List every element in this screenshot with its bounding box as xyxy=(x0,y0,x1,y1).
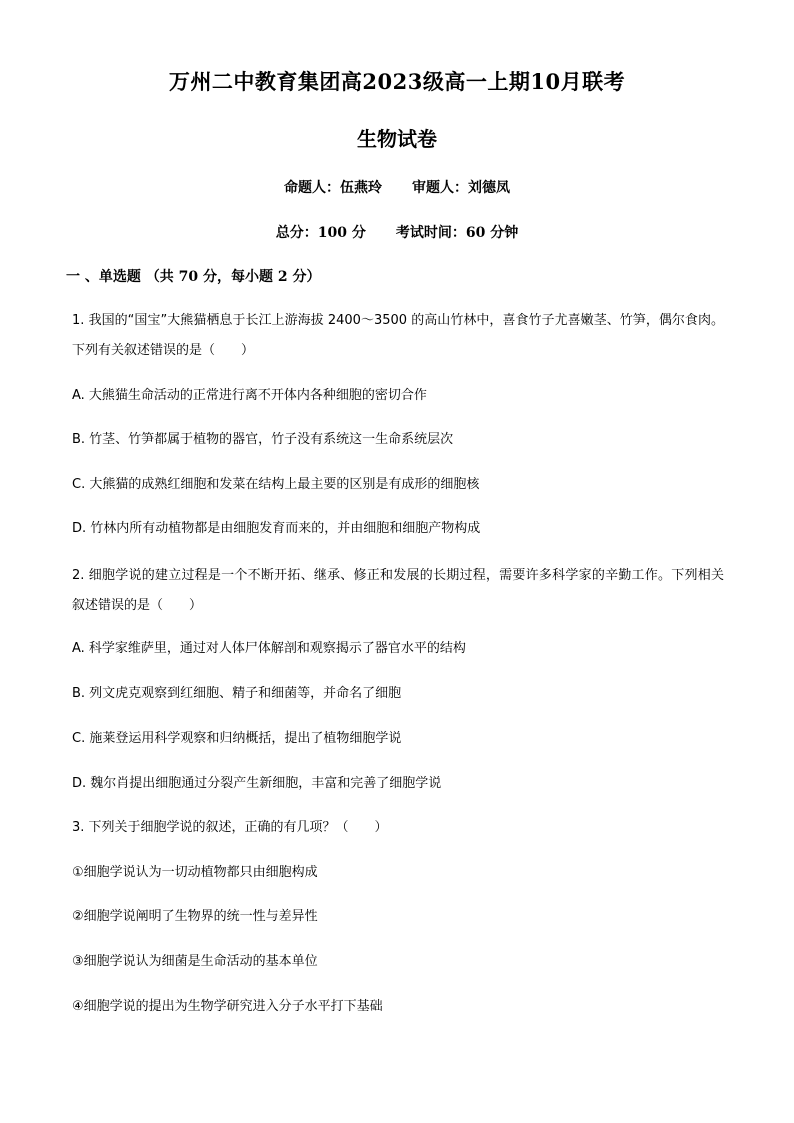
setter-label: 命题人：伍燕玲 xyxy=(284,180,382,196)
authors-line xyxy=(0,177,794,197)
question-3-statement-3: ③细胞学说认为细菌是生命活动的基本单位 xyxy=(72,954,318,969)
question-2-option-a: A. 科学家维萨里，通过对人体尸体解剖和观察揭示了器官水平的结构 xyxy=(72,641,466,656)
question-3-statement-4: ④细胞学说的提出为生物学研究进入分子水平打下基础 xyxy=(72,999,383,1014)
reviewer-label: 审题人：刘德凤 xyxy=(412,180,510,196)
exam-time: 考试时间：60 分钟 xyxy=(395,225,519,241)
question-3-statement-2: ②细胞学说阐明了生物界的统一性与差异性 xyxy=(72,909,318,924)
question-1-option-a: A. 大熊猫生命活动的正常进行离不开体内各种细胞的密切合作 xyxy=(72,388,427,403)
question-1-stem: 1. 我国的“国宝”大熊猫栖息于长江上游海拔 2400～3500 的高山竹林中，喜食竹子尤喜嫩茎、竹笋，偶尔食肉。下列有关叙述错误的是（ ） xyxy=(72,313,724,358)
question-2-stem: 2. 细胞学说的建立过程是一个不断开拓、继承、修正和发展的长期过程，需要许多科学家的辛勤工作。下列相关叙述错误的是（ ） xyxy=(72,568,724,613)
question-1-option-b: B. 竹茎、竹笋都属于植物的器官，竹子没有系统这一生命系统层次 xyxy=(72,432,454,447)
question-3-stem: 3. 下列关于细胞学说的叙述，正确的有几项？（ ） xyxy=(72,820,388,835)
question-3-statement-1: ①细胞学说认为一切动植物都只由细胞构成 xyxy=(72,865,318,880)
section-heading: 一 、单选题 （共 70 分，每小题 2 分） xyxy=(66,269,321,285)
total-score: 总分：100 分 xyxy=(275,225,366,241)
question-1-option-c: C. 大熊猫的成熟红细胞和发菜在结构上最主要的区别是有成形的细胞核 xyxy=(72,477,480,492)
question-2-option-c: C. 施莱登运用科学观察和归纳概括，提出了植物细胞学说 xyxy=(72,731,402,746)
exam-info-line xyxy=(0,222,794,242)
question-1-option-d: D. 竹林内所有动植物都是由细胞发育而来的，并由细胞和细胞产物构成 xyxy=(72,521,481,536)
exam-title: 万州二中教育集团高2023级高一上期10月联考 xyxy=(168,69,626,94)
question-2-option-d: D. 魏尔肖提出细胞通过分裂产生新细胞，丰富和完善了细胞学说 xyxy=(72,776,442,791)
subject-title: 生物试卷 xyxy=(357,127,437,151)
question-2-option-b: B. 列文虎克观察到红细胞、精子和细菌等，并命名了细胞 xyxy=(72,686,402,701)
